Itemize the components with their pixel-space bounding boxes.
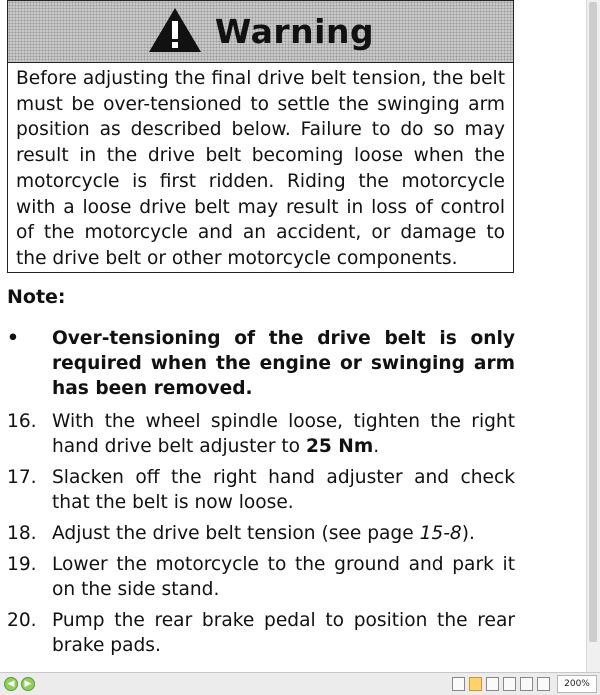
step-number: 16. bbox=[7, 411, 37, 432]
step-text: Adjust the drive belt tension (see page 15-8). bbox=[52, 523, 475, 544]
step-text: Slacken off the right hand adjuster and check that the belt is now loose. bbox=[52, 467, 515, 513]
note-label: Note: bbox=[7, 286, 66, 308]
page-reference: 15-8 bbox=[419, 523, 462, 544]
warning-box bbox=[7, 0, 514, 273]
step-item bbox=[7, 521, 515, 546]
continuous-view-icon[interactable] bbox=[469, 677, 482, 691]
fit-width-icon[interactable] bbox=[520, 677, 533, 691]
grid-view-icon[interactable] bbox=[503, 677, 516, 691]
warning-header bbox=[8, 1, 513, 63]
warning-triangle-icon bbox=[147, 6, 203, 58]
facing-pages-icon[interactable] bbox=[486, 677, 499, 691]
procedure-list bbox=[7, 326, 515, 664]
single-page-view-icon[interactable] bbox=[452, 677, 465, 691]
step-text: Lower the motorcycle to the ground and park it on the side stand. bbox=[52, 554, 515, 600]
step-number: 17. bbox=[7, 467, 37, 488]
step-item bbox=[7, 552, 515, 602]
step-number: 19. bbox=[7, 554, 37, 575]
step-number: 20. bbox=[7, 610, 37, 631]
zoom-level[interactable]: 200% bbox=[557, 675, 597, 693]
note-bullet-item bbox=[7, 326, 515, 401]
scrollbar-thumb[interactable] bbox=[589, 2, 597, 642]
step-number: 18. bbox=[7, 523, 37, 544]
vertical-scrollbar[interactable] bbox=[586, 0, 600, 672]
arrow-left-icon[interactable]: ◀ bbox=[4, 677, 18, 691]
step-item bbox=[7, 409, 515, 459]
arrow-right-icon[interactable]: ▶ bbox=[21, 677, 35, 691]
torque-value: 25 Nm bbox=[305, 436, 374, 457]
step-text: With the wheel spindle loose, tighten the right hand drive belt adjuster to 25 Nm. bbox=[52, 411, 515, 457]
note-bullet-text: Over-tensioning of the drive belt is only required when the engine or swinging arm has been removed. bbox=[52, 328, 515, 399]
bullet-marker: • bbox=[7, 328, 19, 349]
warning-title: Warning bbox=[214, 12, 375, 51]
fit-page-icon[interactable] bbox=[537, 677, 550, 691]
viewer-statusbar bbox=[0, 672, 600, 695]
step-item bbox=[7, 465, 515, 515]
step-item bbox=[7, 608, 515, 658]
step-text: Pump the rear brake pedal to position the rear brake pads. bbox=[52, 610, 515, 656]
warning-text: Before adjusting the final drive belt tension, the belt must be over-tensioned to settle the swinging arm position as described below. Failure to do so may result in the drive belt becoming loose when the motorcycle is first ridden. Riding the motorcycle with a loose drive belt may result in loss of control of the motorcycle and an accident, or damage to the drive belt or other motorcycle components. bbox=[16, 68, 505, 269]
